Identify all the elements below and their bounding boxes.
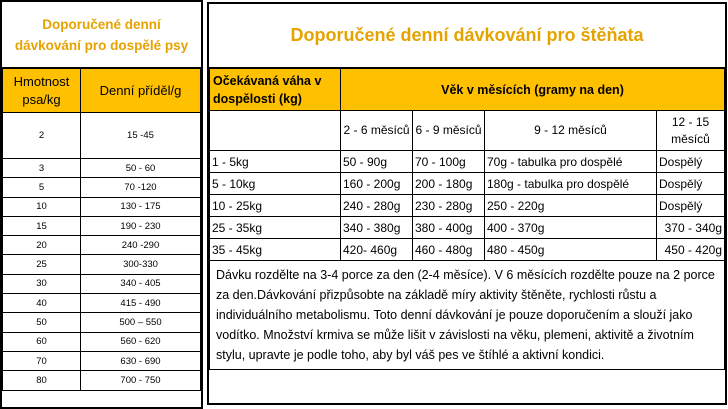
table-row <box>3 113 201 159</box>
portion-cell: 560 - 620 <box>81 332 201 351</box>
table-row <box>210 217 725 239</box>
weight-cell: 25 <box>3 255 81 274</box>
weight-range-cell: 25 - 35kg <box>210 217 341 239</box>
table-row <box>3 255 201 274</box>
age-2-6-cell: 50 - 90g <box>341 151 413 173</box>
weight-cell: 3 <box>3 159 81 178</box>
age-2-6-cell: 240 - 280g <box>341 195 413 217</box>
weight-cell: 60 <box>3 332 81 351</box>
weight-range-cell: 1 - 5kg <box>210 151 341 173</box>
expected-weight-header: Očekávaná váha v dospělosti (kg) <box>210 69 341 111</box>
age-months-header: Věk v měsících (gramy na den) <box>341 69 725 111</box>
age-6-9-cell: 70 - 100g <box>413 151 485 173</box>
age-6-9-cell: 460 - 480g <box>413 239 485 261</box>
age-2-6-cell: 160 - 200g <box>341 173 413 195</box>
portion-cell: 700 - 750 <box>81 371 201 390</box>
age-6-9-cell: 230 - 280g <box>413 195 485 217</box>
table-row <box>3 197 201 216</box>
portion-column-header: Denní příděl/g <box>81 69 201 113</box>
table-header-row <box>210 69 725 111</box>
portion-cell: 340 - 405 <box>81 274 201 293</box>
age-9-12-cell: 400 - 370g <box>485 217 657 239</box>
portion-cell: 500 – 550 <box>81 313 201 332</box>
weight-range-cell: 35 - 45kg <box>210 239 341 261</box>
age-group-cell: 6 - 9 měsíců <box>413 111 485 151</box>
table-row <box>3 178 201 197</box>
table-row <box>3 236 201 255</box>
weight-cell: 15 <box>3 216 81 235</box>
age-groups-row <box>210 111 725 151</box>
puppy-dosage-title: Doporučené denní dávkování pro štěňata <box>209 4 725 68</box>
age-12-15-cell: Dospělý <box>657 195 725 217</box>
weight-cell: 2 <box>3 113 81 159</box>
puppy-dosage-table <box>209 68 725 370</box>
age-9-12-cell: 180g - tabulka pro dospělé <box>485 173 657 195</box>
age-12-15-cell: 370 - 340g <box>657 217 725 239</box>
age-2-6-cell: 340 - 380g <box>341 217 413 239</box>
table-row <box>3 159 201 178</box>
table-row <box>210 151 725 173</box>
table-row <box>3 216 201 235</box>
portion-cell: 240 -290 <box>81 236 201 255</box>
weight-column-header: Hmotnost psa/kg <box>3 69 81 113</box>
age-group-cell: 12 - 15 měsíců <box>657 111 725 151</box>
weight-range-cell: 5 - 10kg <box>210 173 341 195</box>
weight-cell: 20 <box>3 236 81 255</box>
weight-range-cell: 10 - 25kg <box>210 195 341 217</box>
puppy-dosage-panel <box>207 2 727 405</box>
weight-cell: 30 <box>3 274 81 293</box>
table-row <box>3 371 201 390</box>
table-row <box>3 332 201 351</box>
age-group-cell: 9 - 12 měsíců <box>485 111 657 151</box>
portion-cell: 630 - 690 <box>81 351 201 370</box>
age-9-12-cell: 480 - 450g <box>485 239 657 261</box>
portion-cell: 415 - 490 <box>81 294 201 313</box>
age-12-15-cell: Dospělý <box>657 151 725 173</box>
table-row <box>3 313 201 332</box>
portion-cell: 300-330 <box>81 255 201 274</box>
table-header-row <box>3 69 201 113</box>
age-12-15-cell: 450 - 420g <box>657 239 725 261</box>
weight-cell: 5 <box>3 178 81 197</box>
portion-cell: 130 - 175 <box>81 197 201 216</box>
age-12-15-cell: Dospělý <box>657 173 725 195</box>
age-group-cell: 2 - 6 měsíců <box>341 111 413 151</box>
adult-dosage-title: Doporučené denní dávkování pro dospělé psy <box>2 2 201 68</box>
portion-cell: 15 -45 <box>81 113 201 159</box>
age-9-12-cell: 70g - tabulka pro dospělé <box>485 151 657 173</box>
portion-cell: 50 - 60 <box>81 159 201 178</box>
portion-cell: 70 -120 <box>81 178 201 197</box>
weight-cell: 40 <box>3 294 81 313</box>
adult-dosage-table <box>2 68 201 391</box>
age-6-9-cell: 380 - 400g <box>413 217 485 239</box>
weight-cell: 80 <box>3 371 81 390</box>
weight-cell: 50 <box>3 313 81 332</box>
table-row <box>210 239 725 261</box>
empty-cell <box>210 111 341 151</box>
age-9-12-cell: 250 - 220g <box>485 195 657 217</box>
age-6-9-cell: 200 - 180g <box>413 173 485 195</box>
note-row <box>210 261 725 370</box>
adult-dosage-panel <box>0 0 203 409</box>
table-row <box>210 195 725 217</box>
feeding-note: Dávku rozdělte na 3-4 porce za den (2-4 měsíce). V 6 měsících rozdělte pouze na 2 porce za den.Dávkování přizpůsobte na základě míry aktivity štěněte, rychlosti růstu a individuálního metabolismu. Toto denní dávkování je pouze doporučením a slouží jako vodítko. Množství krmiva se může lišit v závislosti na věku, plemeni, aktivitě a životním stylu, upravte je podle toho, aby byl váš pes ve štíhlé a aktivní kondici. <box>210 261 725 370</box>
table-row <box>3 294 201 313</box>
table-row <box>3 274 201 293</box>
weight-cell: 10 <box>3 197 81 216</box>
table-row <box>210 173 725 195</box>
table-row <box>3 351 201 370</box>
age-2-6-cell: 420- 460g <box>341 239 413 261</box>
weight-cell: 70 <box>3 351 81 370</box>
portion-cell: 190 - 230 <box>81 216 201 235</box>
